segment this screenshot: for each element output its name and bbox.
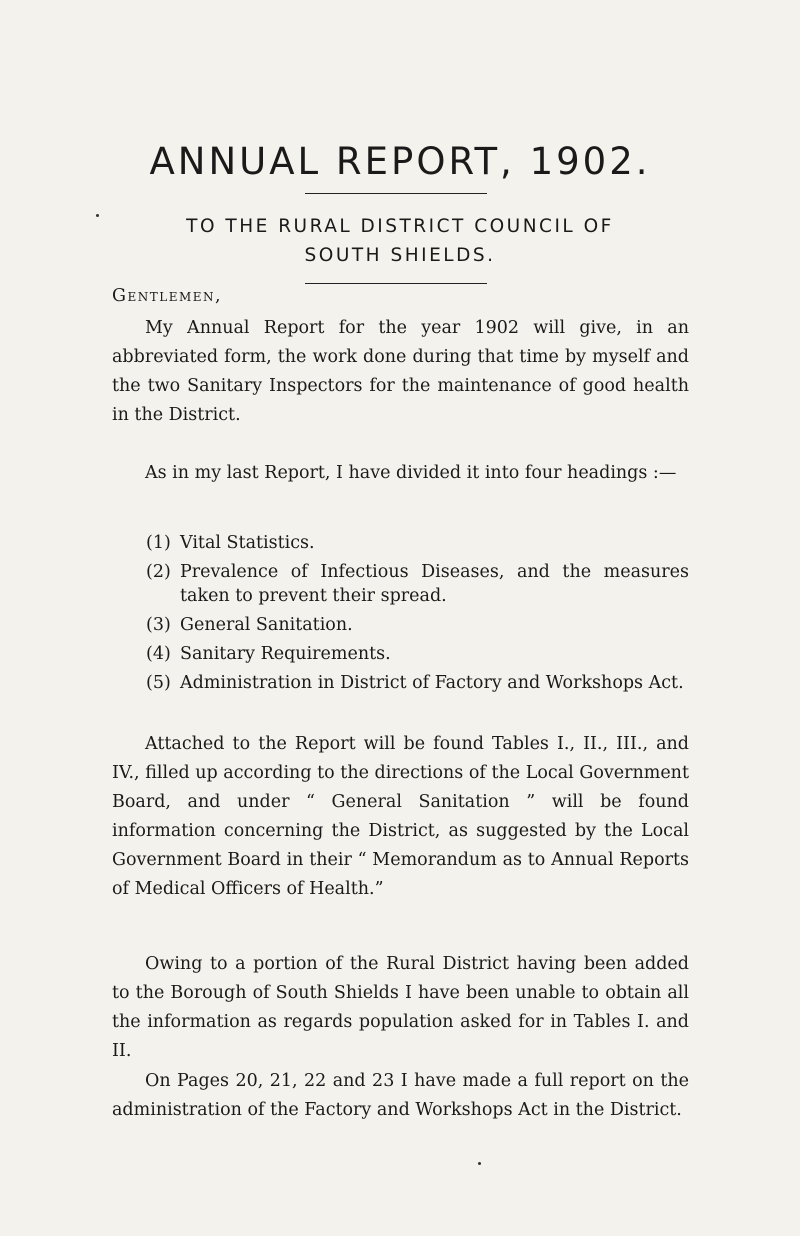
paragraph-population: Owing to a portion of the Rural District having been added to the Borough of South Shields I have been unable to obtain all the information as regards population asked for in Tables I. and II. <box>112 954 689 1061</box>
intro-paragraph-block <box>112 314 689 430</box>
list-item-text: Sanitary Requirements. <box>180 644 391 664</box>
page-title: ANNUAL REPORT, 1902. <box>149 140 651 183</box>
paragraph-tables: Attached to the Report will be found Tables I., II., III., and IV., filled up according to the directions of the Local Government Board, and under “ General Sanitation ” will be found information concerning the District, as suggested by the Local Government Board in their “ Memorandum as to Annual Reports of Medical Officers of Health.” <box>112 734 689 899</box>
paragraph-factory: On Pages 20, 21, 22 and 23 I have made a full report on the administration of the Factory and Workshops Act in the District. <box>112 1071 689 1120</box>
tables-paragraph-block <box>112 730 689 904</box>
factory-paragraph-block <box>112 1067 689 1125</box>
list-item-number: (1) <box>146 533 171 553</box>
ink-speck <box>478 1162 481 1165</box>
list-item-text: Prevalence of Infectious Diseases, and the measures taken to prevent their spread. <box>180 562 689 606</box>
list-item <box>146 642 689 666</box>
ink-speck <box>96 214 99 217</box>
headings-intro-block <box>112 459 689 488</box>
list-item-number: (4) <box>146 644 171 664</box>
list-item <box>146 671 689 695</box>
addressee-divider <box>305 283 487 284</box>
list-item-text: Administration in District of Factory and Workshops Act. <box>180 673 684 693</box>
headings-list <box>146 531 689 700</box>
list-item <box>146 613 689 637</box>
title-divider <box>305 193 487 194</box>
list-item-number: (3) <box>146 615 171 635</box>
list-item-text: General Sanitation. <box>180 615 353 635</box>
population-paragraph-block <box>112 950 689 1066</box>
list-item <box>146 560 689 608</box>
paragraph-headings-intro: As in my last Report, I have divided it into four headings :— <box>145 463 677 483</box>
list-item <box>146 531 689 555</box>
paragraph-intro: My Annual Report for the year 1902 will give, in an abbreviated form, the work done during that time by myself and the two Sanitary Inspectors for the maintenance of good health in the District. <box>112 318 689 425</box>
addressee-line-2: SOUTH SHIELDS. <box>304 245 496 266</box>
addressee <box>0 212 800 270</box>
salutation: Gentlemen, <box>112 286 223 306</box>
addressee-line-1: TO THE RURAL DISTRICT COUNCIL OF <box>186 216 614 237</box>
list-item-number: (5) <box>146 673 171 693</box>
list-item-text: Vital Statistics. <box>180 533 315 553</box>
list-item-number: (2) <box>146 562 171 582</box>
